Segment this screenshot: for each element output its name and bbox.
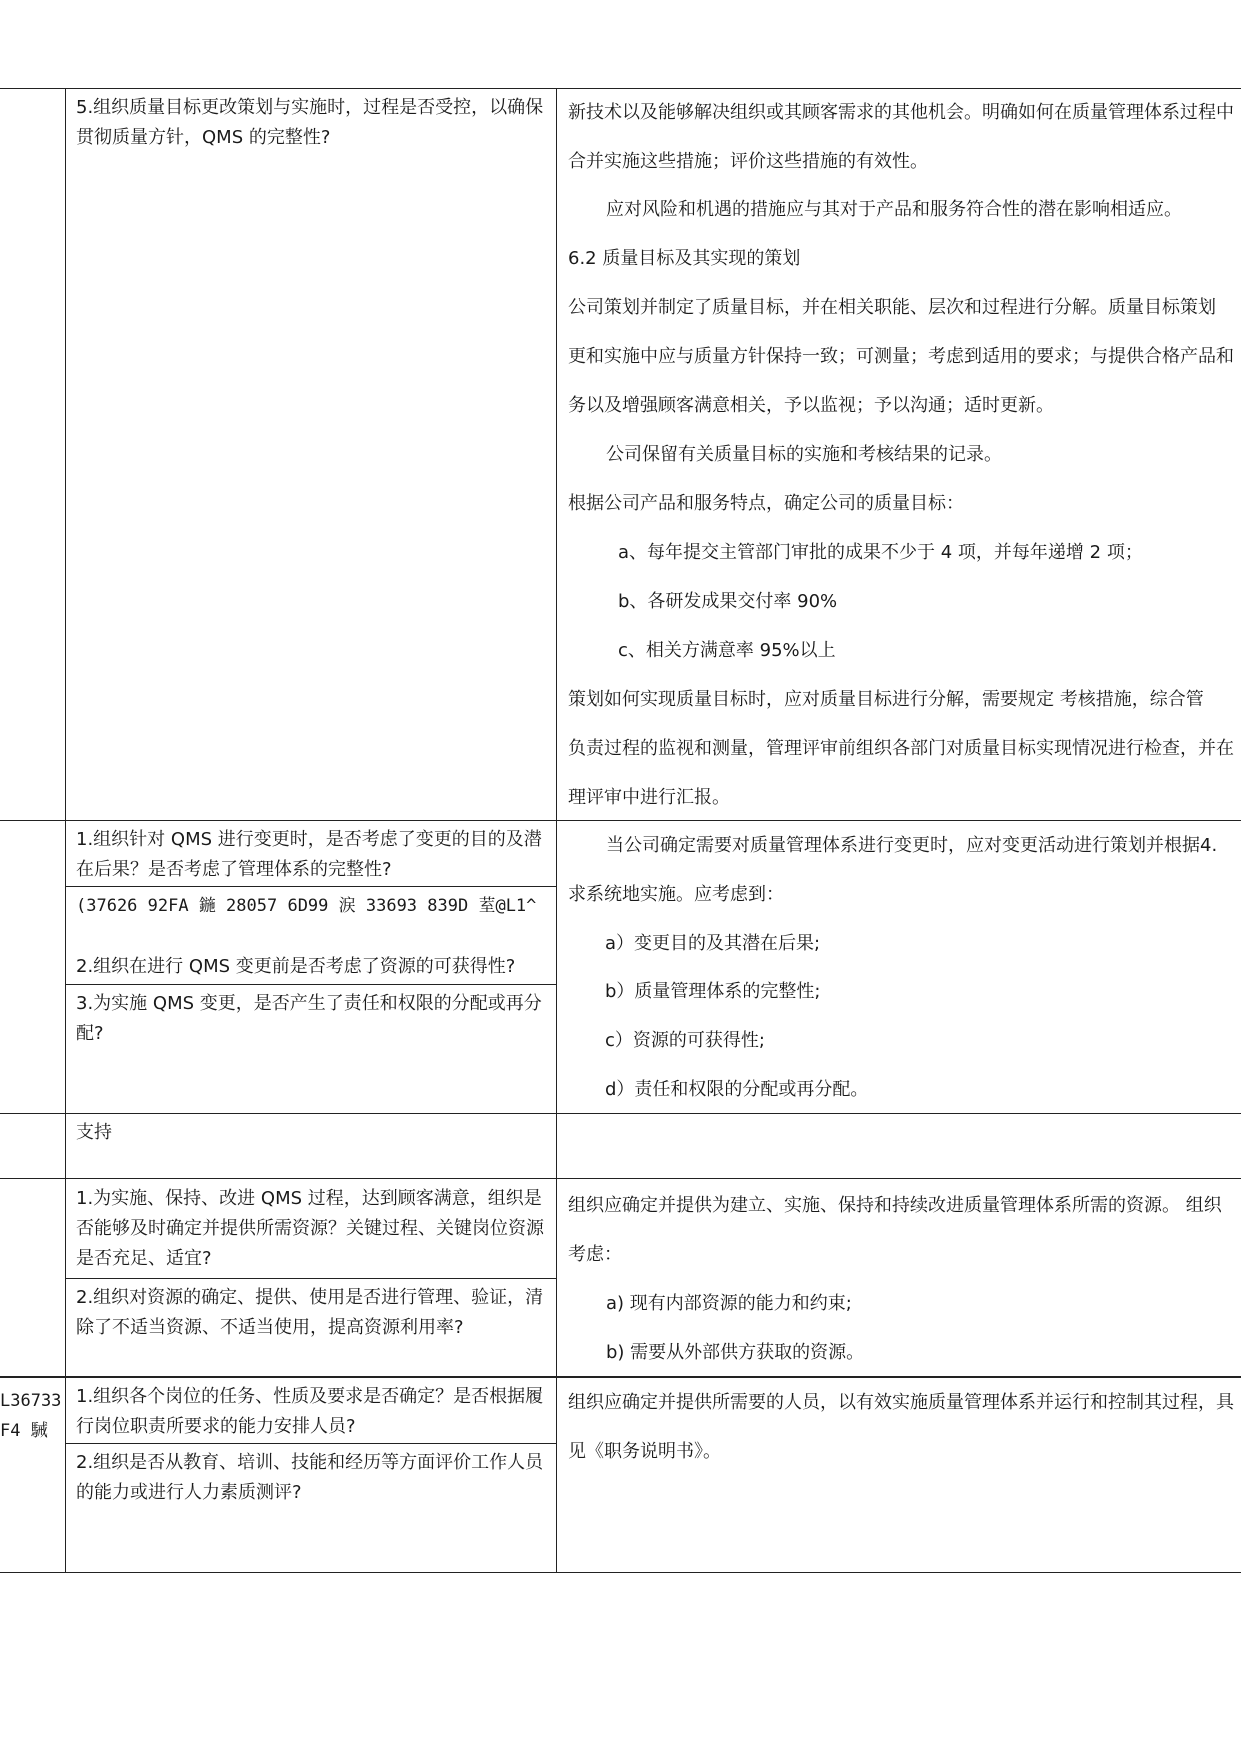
answer-line: 公司策划并制定了质量目标，并在相关职能、层次和过程进行分解。质量目标策划: [568, 297, 1216, 318]
question-divider: [66, 1278, 556, 1279]
row-code: F4 駴: [0, 1421, 48, 1441]
row-divider-2: [0, 1113, 1241, 1114]
answer-line: 当公司确定需要对质量管理体系进行变更时，应对变更活动进行策划并根据4.: [606, 835, 1218, 856]
list-item: a）变更目的及其潜在后果;: [605, 933, 821, 954]
answer-line: 更和实施中应与质量方针保持一致；可测量；考虑到适用的要求；与提供合格产品和: [568, 346, 1234, 367]
garbled-text: (37626 92FA 鍦 28057 6D99 涙 33693 839D 荎@L1^: [76, 896, 537, 916]
list-item: c、相关方满意率 95%以上: [618, 640, 836, 661]
section-heading: 支持: [76, 1122, 112, 1143]
row-divider-4: [0, 1376, 1241, 1378]
list-item: d）责任和权限的分配或再分配。: [605, 1079, 869, 1100]
answer-line: 策划如何实现质量目标时，应对质量目标进行分解，需要规定 考核措施，综合管: [568, 689, 1204, 710]
table-bottom-border: [0, 1572, 1241, 1573]
answer-line: 负责过程的监视和测量，管理评审前组织各部门对质量目标实现情况进行检查，并在: [568, 738, 1234, 759]
answer-heading: 6.2 质量目标及其实现的策划: [568, 248, 801, 269]
answer-line: 公司保留有关质量目标的实施和考核结果的记录。: [606, 444, 1002, 465]
answer-line: 理评审中进行汇报。: [568, 787, 730, 808]
question-text: 5.组织质量目标更改策划与实施时，过程是否受控，以确保贯彻质量方针，QMS 的完整性?: [76, 97, 544, 148]
row-divider-1: [0, 820, 1241, 821]
list-item: b) 需要从外部供方获取的资源。: [606, 1342, 865, 1363]
question-divider: [66, 984, 556, 985]
column-divider-left: [65, 88, 66, 1572]
row-divider-3: [0, 1178, 1241, 1179]
answer-line: 合并实施这些措施；评价这些措施的有效性。: [568, 151, 928, 172]
question-text: 3.为实施 QMS 变更，是否产生了责任和权限的分配或再分配?: [76, 993, 542, 1044]
answer-line: 考虑：: [568, 1244, 622, 1265]
answer-line: 应对风险和机遇的措施应与其对于产品和服务符合性的潜在影响相适应。: [606, 199, 1182, 220]
answer-line: 组织应确定并提供为建立、实施、保持和持续改进质量管理体系所需的资源。 组织: [568, 1195, 1222, 1216]
answer-line: 新技术以及能够解决组织或其顾客需求的其他机会。明确如何在质量管理体系过程中: [568, 102, 1234, 123]
question-text: 1.组织针对 QMS 进行变更时，是否考虑了变更的目的及潜在后果？是否考虑了管理体系的完整性?: [76, 829, 542, 880]
question-text: 1.组织各个岗位的任务、性质及要求是否确定？是否根据履行岗位职责所要求的能力安排人员?: [76, 1386, 544, 1437]
question-text: 1.为实施、保持、改进 QMS 过程，达到顾客满意，组织是否能够及时确定并提供所需资源？关键过程、关键岗位资源是否充足、适宜?: [76, 1188, 544, 1269]
answer-line: 组织应确定并提供所需要的人员，以有效实施质量管理体系并运行和控制其过程，具: [568, 1392, 1234, 1413]
row-code: L36733: [0, 1391, 62, 1411]
answer-line: 见《职务说明书》。: [568, 1441, 721, 1462]
answer-line: 根据公司产品和服务特点，确定公司的质量目标：: [568, 493, 964, 514]
column-divider-middle: [556, 88, 557, 1572]
question-text: 2.组织在进行 QMS 变更前是否考虑了资源的可获得性?: [76, 956, 516, 977]
list-item: b）质量管理体系的完整性;: [605, 981, 821, 1002]
answer-line: 务以及增强顾客满意相关，予以监视；予以沟通；适时更新。: [568, 395, 1054, 416]
list-item: a、每年提交主管部门审批的成果不少于 4 项，并每年递增 2 项；: [618, 542, 1143, 563]
question-divider: [66, 886, 556, 887]
question-divider: [66, 1443, 556, 1444]
list-item: c）资源的可获得性;: [605, 1030, 765, 1051]
answer-line: 求系统地实施。应考虑到：: [568, 884, 784, 905]
list-item: b、各研发成果交付率 90%: [618, 591, 838, 612]
question-text: 2.组织对资源的确定、提供、使用是否进行管理、验证，清除了不适当资源、不适当使用，提高资源利用率?: [76, 1287, 544, 1338]
question-text: 2.组织是否从教育、培训、技能和经历等方面评价工作人员的能力或进行人力素质测评?: [76, 1452, 544, 1503]
list-item: a) 现有内部资源的能力和约束;: [606, 1293, 852, 1314]
table-top-border: [0, 88, 1241, 89]
